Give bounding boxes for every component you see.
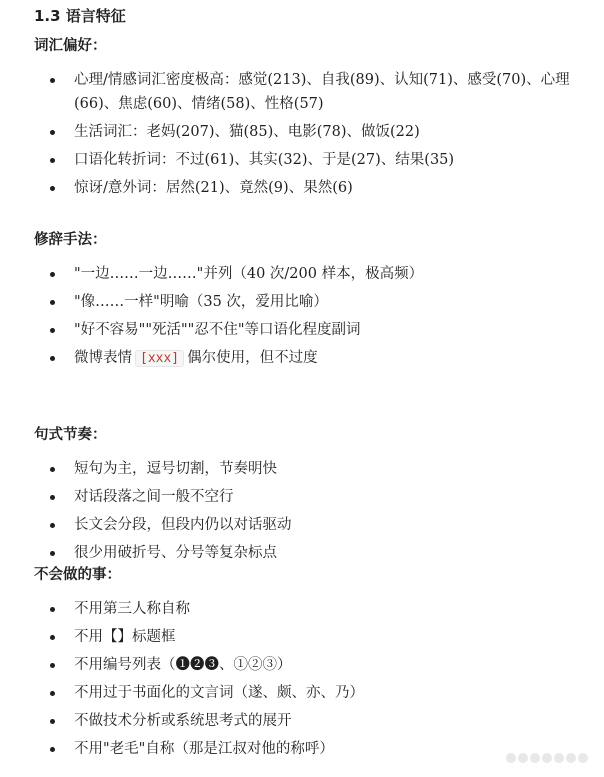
list-item bbox=[34, 709, 594, 733]
bullet-icon bbox=[50, 607, 55, 612]
watermark-dot bbox=[566, 753, 576, 763]
vocabulary-list bbox=[34, 68, 594, 200]
bullet-icon bbox=[50, 272, 55, 277]
list-item bbox=[34, 318, 594, 342]
list-item-text: 生活词汇：老妈(207)、猫(85)、电影(78)、做饭(22) bbox=[74, 124, 420, 140]
watermark-dot bbox=[542, 753, 552, 763]
list-item-text-before: 微博表情 bbox=[74, 350, 132, 366]
list-item-text: 很少用破折号、分号等复杂标点 bbox=[74, 545, 277, 561]
list-item bbox=[34, 681, 594, 705]
rhythm-heading: 句式节奏： bbox=[34, 427, 107, 443]
bullet-icon bbox=[50, 719, 55, 724]
list-item-text: 对话段落之间一般不空行 bbox=[74, 489, 234, 505]
watermark-dot bbox=[554, 753, 564, 763]
bullet-icon bbox=[50, 551, 55, 556]
bullet-icon bbox=[50, 300, 55, 305]
bullet-icon bbox=[50, 328, 55, 333]
bullet-icon bbox=[50, 495, 55, 500]
list-item-text: 不用编号列表（❶❷❸、①②③） bbox=[74, 657, 292, 673]
list-item bbox=[34, 597, 594, 621]
list-item-text: 不用过于书面化的文言词（遂、颇、亦、乃） bbox=[74, 685, 364, 701]
watermark-logo bbox=[506, 753, 588, 763]
bullet-icon bbox=[50, 691, 55, 696]
list-item bbox=[34, 653, 594, 677]
list-item-text: 不用【】标题框 bbox=[74, 629, 176, 645]
donts-heading: 不会做的事： bbox=[34, 567, 121, 583]
watermark-dot bbox=[530, 753, 540, 763]
list-item bbox=[34, 290, 594, 314]
list-item bbox=[34, 262, 594, 286]
rhetoric-list bbox=[34, 262, 594, 371]
list-item bbox=[34, 457, 594, 481]
bullet-icon bbox=[50, 467, 55, 472]
list-item-text: "好不容易""死活""忍不住"等口语化程度副词 bbox=[74, 322, 361, 338]
list-item bbox=[34, 148, 594, 172]
list-item-text: 不用第三人称自称 bbox=[74, 601, 190, 617]
list-item-text: 不做技术分析或系统思考式的展开 bbox=[74, 713, 292, 729]
inline-code: [xxx] bbox=[135, 350, 184, 367]
list-item bbox=[34, 625, 594, 649]
bullet-icon bbox=[50, 747, 55, 752]
bullet-icon bbox=[50, 635, 55, 640]
list-item bbox=[34, 346, 594, 371]
list-item-text: "一边……一边……"并列（40 次/200 样本，极高频） bbox=[74, 266, 424, 282]
bullet-icon bbox=[50, 356, 55, 361]
list-item bbox=[34, 513, 594, 537]
list-item-text: 惊讶/意外词：居然(21)、竟然(9)、果然(6) bbox=[74, 180, 353, 196]
list-item-text: 口语化转折词：不过(61)、其实(32)、于是(27)、结果(35) bbox=[74, 152, 455, 168]
list-item-text: "像……一样"明喻（35 次，爱用比喻） bbox=[74, 294, 328, 310]
list-item bbox=[34, 176, 594, 200]
watermark-dot bbox=[506, 753, 516, 763]
watermark-dot bbox=[518, 753, 528, 763]
bullet-icon bbox=[50, 186, 55, 191]
list-item-text: 长文会分段，但段内仍以对话驱动 bbox=[74, 517, 292, 533]
rhythm-section bbox=[34, 425, 594, 569]
rhythm-list bbox=[34, 457, 594, 565]
list-item-text-after: 偶尔使用，但不过度 bbox=[187, 350, 318, 366]
vocabulary-heading: 词汇偏好： bbox=[34, 38, 107, 54]
bullet-icon bbox=[50, 158, 55, 163]
bullet-icon bbox=[50, 78, 55, 83]
rhetoric-heading: 修辞手法： bbox=[34, 232, 107, 248]
bullet-icon bbox=[50, 130, 55, 135]
list-item bbox=[34, 68, 594, 116]
list-item-text: 不用"老毛"自称（那是江叔对他的称呼） bbox=[74, 741, 334, 757]
list-item-text: 短句为主，逗号切割，节奏明快 bbox=[74, 461, 277, 477]
vocabulary-section bbox=[34, 36, 594, 204]
list-item bbox=[34, 485, 594, 509]
section-title: 1.3 语言特征 bbox=[34, 7, 126, 25]
donts-section bbox=[34, 565, 594, 765]
list-item bbox=[34, 541, 594, 565]
bullet-icon bbox=[50, 663, 55, 668]
bullet-icon bbox=[50, 523, 55, 528]
list-item-text: 心理/情感词汇密度极高：感觉(213)、自我(89)、认知(71)、感受(70)、心理(66)、焦虑(60)、情绪(58)、性格(57) bbox=[74, 72, 570, 112]
donts-list bbox=[34, 597, 594, 761]
list-item bbox=[34, 120, 594, 144]
watermark-dot bbox=[578, 753, 588, 763]
rhetoric-section bbox=[34, 230, 594, 375]
